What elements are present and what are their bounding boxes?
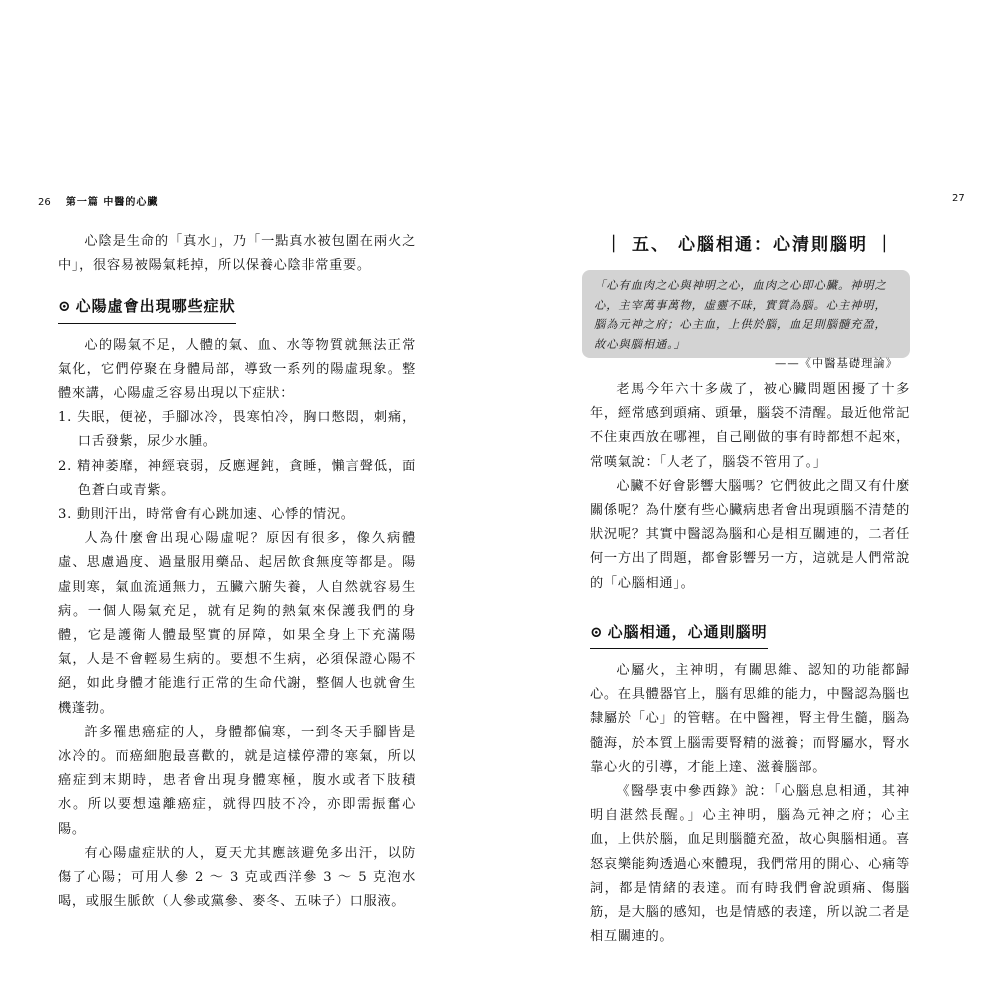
page-number: 26 [38, 197, 51, 208]
section-heading-text: 心腦相通，心通則腦明 [607, 622, 768, 641]
paragraph: 心的陽氣不足，人體的氣、血、水等物質就無法正常氣化，它們停聚在身體局部，導致一系列的陽虛現象。整體來講，心陽虛乏容易出現以下症狀： [58, 337, 416, 402]
quote-source: ——《中醫基礎理論》 [775, 357, 898, 370]
chapter-title: 第一篇 中醫的心臟 [65, 197, 159, 208]
paragraph: 心屬火，主神明，有關思維、認知的功能都歸心。在具體器官上，腦有思維的能力，中醫認為腦也隸屬於「心」的管轄。在中醫裡，腎主骨生髓，腦為髓海，於本質上腦需要腎精的滋養；而腎屬水，腎水靠心火的引導，才能上達、滋養腦部。 [590, 663, 910, 775]
paragraph: 人為什麼會出現心陽虛呢？原因有很多，像久病體虛、思慮過度、過量服用藥品、起居飲食無度等都是。陽虛則寒，氣血流通無力，五臟六腑失養，人自然就容易生病。一個人陽氣充足，就有足夠的熱氣來保護我們的身體，它是護衛人體最堅實的屏障，如果全身上下充滿陽氣，人是不會輕易生病的。要想不生病，必須保證心陽不絕，如此身體才能進行正常的生命代謝，整個人也就會生機蓬勃。 [58, 531, 416, 716]
section-heading [58, 294, 236, 323]
paragraph: 心臟不好會影響大腦嗎？它們彼此之間又有什麼關係呢？為什麼有些心臟病患者會出現頭腦不清楚的狀況呢？其實中醫認為腦和心是相互關連的，二者任何一方出了問題，都會影響另一方，這就是人們常說的「心腦相通」。 [590, 478, 910, 591]
page-number: 27 [952, 193, 965, 204]
right-page-header [952, 193, 965, 204]
paragraph: 心陰是生命的「真水」，乃「一點真水被包圍在兩火之中」，很容易被陽氣耗掉，所以保養心陰非常重要。 [58, 234, 416, 274]
section-heading-text: 心陽虛會出現哪些症狀 [75, 297, 236, 316]
section-title: ｜ 五、 心腦相通：心清則腦明 ｜ [605, 235, 895, 255]
paragraph: 老馬今年六十多歲了，被心臟問題困擾了十多年，經常感到頭痛、頭暈，腦袋不清醒。最近他常記不住東西放在哪裡，自己剛做的事有時都想不起來，常嘆氣說：「人老了，腦袋不管用了。」 [590, 382, 910, 470]
paragraph: 《醫學衷中參西錄》說：「心腦息息相通，其神明自湛然長醒。」心主神明，腦為元神之府；心主血，上供於腦，血足則腦髓充盈，故心與腦相通。喜怒哀樂能夠透過心來體現，我們常用的開心、心痛等詞，都是情緒的表達。而有時我們會說頭痛、傷腦筋，是大腦的感知，也是情感的表達，所以說二者是相互關連的。 [590, 784, 910, 945]
list-item: 2. 精神萎靡，神經衰弱，反應遲鈍，貪睡，懶言聲低，面色蒼白或青紫。 [58, 458, 416, 498]
circle-dot-icon: ⊙ [590, 622, 604, 641]
circle-dot-icon: ⊙ [58, 297, 72, 316]
left-page-header [38, 193, 158, 208]
right-page [500, 0, 999, 999]
list-item: 1. 失眠，便祕，手腳冰冷，畏寒怕冷，胸口憋悶，刺痛，口舌發紫，尿少水腫。 [58, 410, 416, 450]
quote-box [582, 270, 910, 370]
list-item: 3. 動則汗出，時常會有心跳加速、心悸的情況。 [58, 507, 355, 523]
paragraph: 許多罹患癌症的人，身體都偏寒，一到冬天手腳皆是冰冷的。而癌細胞最喜歡的，就是這樣停滯的寒氣，所以癌症到末期時，患者會出現身體寒極，腹水或者下肢積水。所以要想遠離癌症，就得四肢不冷，亦即需振奮心陽。 [58, 724, 416, 837]
paragraph: 有心陽虛症狀的人，夏天尤其應該避免多出汗，以防傷了心陽；可用人參 2 ～ 3 克或西洋參 3 ～ 5 克泡水喝，或服生脈飲（人參或黨參、麥冬、五味子）口服液。 [58, 845, 416, 910]
left-body [58, 230, 416, 914]
right-body [590, 378, 910, 949]
section-heading [590, 620, 768, 649]
quote-text: 「心有血肉之心與神明之心，血肉之心即心臟。神明之心，主宰萬事萬物，虛靈不昧，實質為腦。心主神明，腦為元神之府；心主血，上供於腦，血足則腦髓充盈，故心與腦相通。」 [594, 279, 887, 351]
